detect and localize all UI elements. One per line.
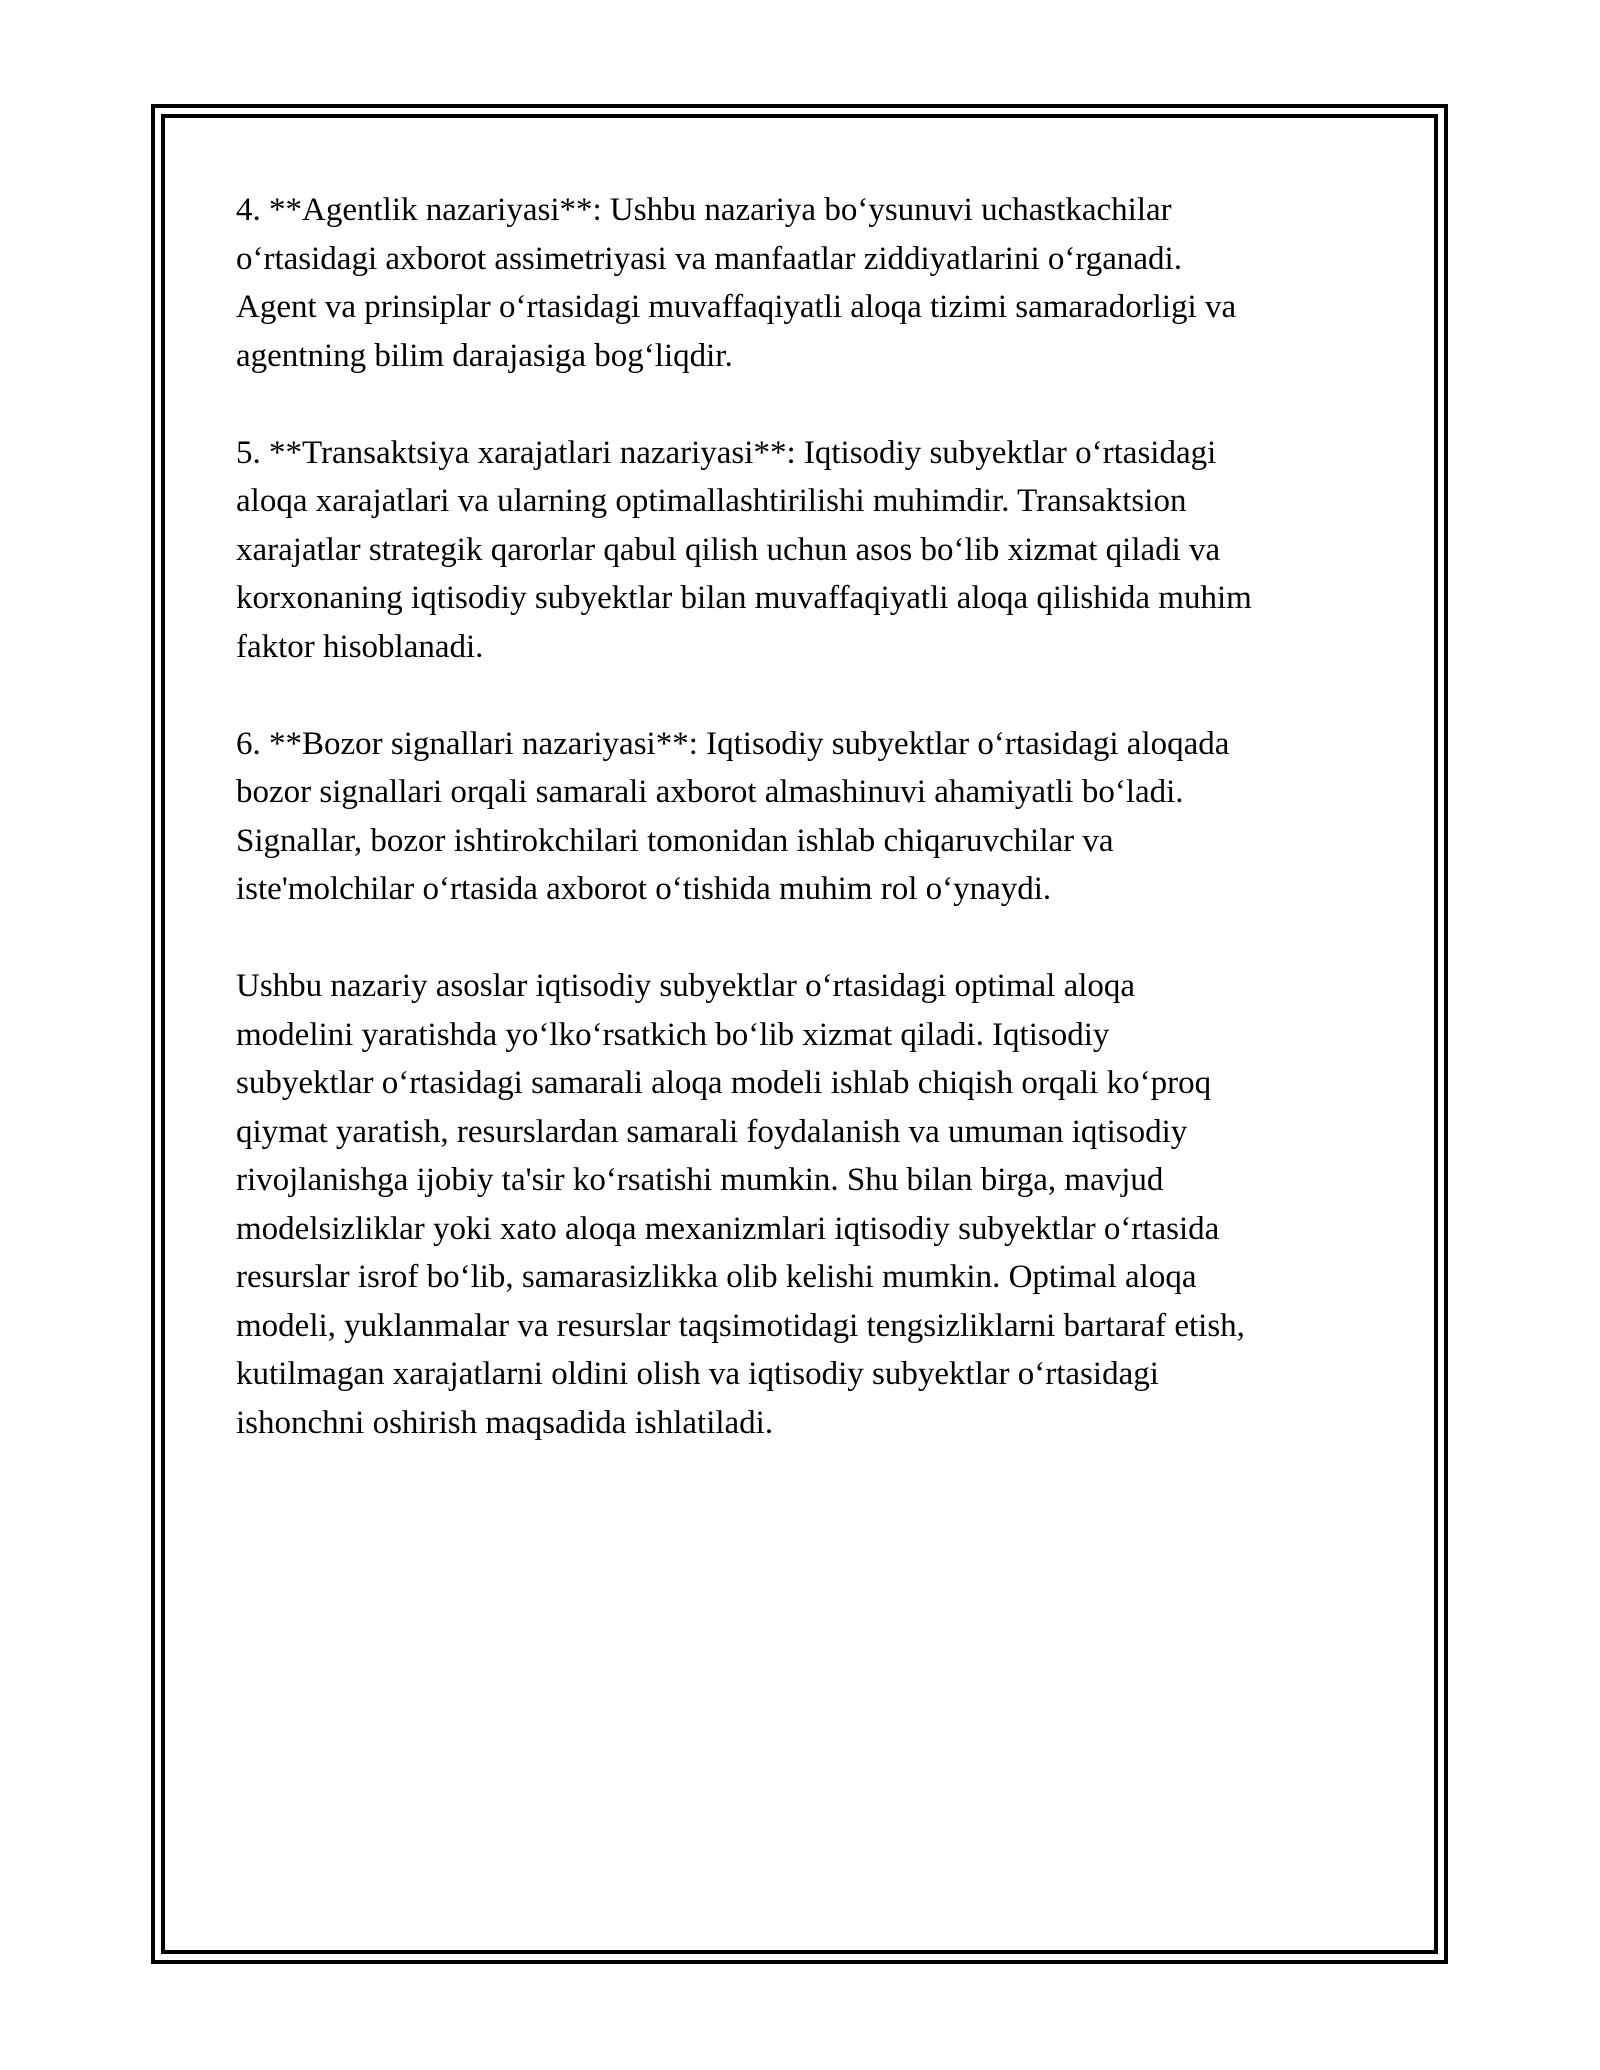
paragraph-conclusion: Ushbu nazariy asoslar iqtisodiy subyektlar o‘rtasidagi optimal aloqa modelini yaratishda yo‘lko‘rsatkich bo‘lib xizmat qiladi. Iqtisodiy subyektlar o‘rtasidagi samarali aloqa modeli ishlab chiqish orqali ko‘proq qiymat yaratish, resurslardan samarali foydalanish va umuman iqtisodiy rivojlanishga ijobiy ta'sir ko‘rsatishi mumkin. Shu bilan birga, mavjud modelsizliklar yoki xato aloqa mexanizmlari iqtisodiy subyektlar o‘rtasida resurslar isrof bo‘lib, samarasizlikka olib kelishi mumkin. Optimal aloqa modeli, yuklanmalar va resurslar taqsimotidagi tengsizliklarni bartaraf etish, kutilmagan xarajatlarni oldini olish va iqtisodiy subyektlar o‘rtasidagi ishonchni oshirish maqsadida ishlatiladi. (236, 968, 1245, 1441)
paragraph-agency-theory: 4. **Agentlik nazariyasi**: Ushbu nazariya bo‘ysunuvi uchastkachilar o‘rtasidagi axborot assimetriyasi va manfaatlar ziddiyatlarini o‘rganadi. Agent va prinsiplar o‘rtasidagi muvaffaqiyatli aloqa tizimi samaradorligi va agentning bilim darajasiga bog‘liqdir. (236, 192, 1237, 374)
document-body (236, 186, 1396, 1447)
paragraph-transaction-cost-theory: 5. **Transaktsiya xarajatlari nazariyasi**: Iqtisodiy subyektlar o‘rtasidagi aloqa xarajatlari va ularning optimallashtirilishi muhimdir. Transaktsion xarajatlar strategik qarorlar qabul qilish uchun asos bo‘lib xizmat qiladi va korxonaning iqtisodiy subyektlar bilan muvaffaqiyatli aloqa qilishida muhim faktor hisoblanadi. (236, 434, 1252, 665)
paragraph-market-signals-theory: 6. **Bozor signallari nazariyasi**: Iqtisodiy subyektlar o‘rtasidagi aloqada bozor signallari orqali samarali axborot almashinuvi ahamiyatli bo‘ladi. Signallar, bozor ishtirokchilari tomonidan ishlab chiqaruvchilar va iste'molchilar o‘rtasida axborot o‘tishida muhim rol o‘ynaydi. (236, 725, 1230, 907)
